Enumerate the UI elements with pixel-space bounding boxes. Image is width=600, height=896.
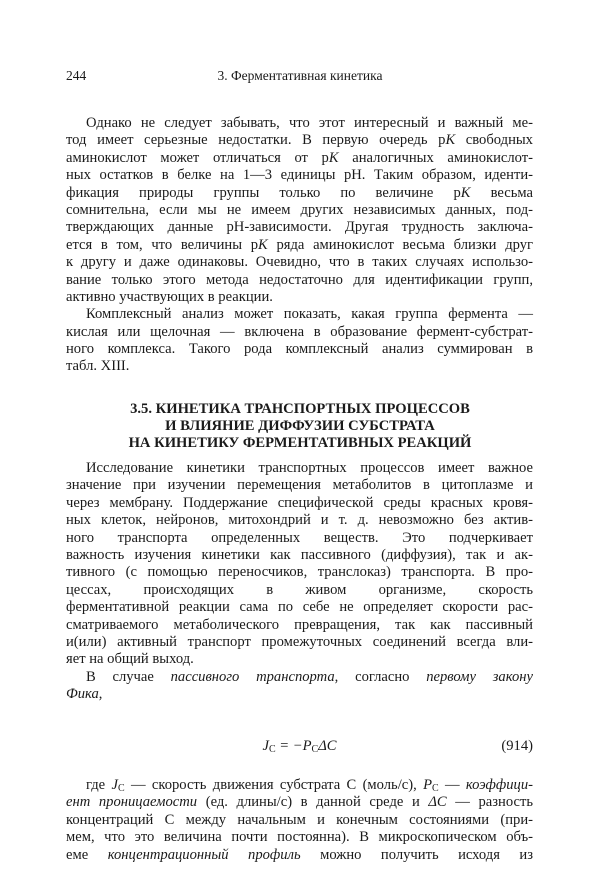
text-segment: к другу и даже одинаковы. Очевидно, что в таких случаях использо- <box>66 254 533 271</box>
text-line <box>66 564 533 581</box>
text-segment: тивного (с помощью переносчиков, транслоказ) транспорта. В про- <box>66 564 533 581</box>
text-segment: — скорость движения субстрата С (моль/с), <box>124 777 424 793</box>
text-segment: тод имеет серьезные недостатки. В первую очередь р <box>66 132 446 149</box>
eq-subscript: C <box>268 744 276 755</box>
text-segment: Однако не следует забывать, что этот интересный и важный ме- <box>86 115 533 131</box>
text-segment: В случае <box>86 668 171 685</box>
eq-term: ΔC <box>318 738 337 754</box>
text-line <box>66 132 533 149</box>
text-segment: — <box>438 777 466 793</box>
section-heading-line: НА КИНЕТИКУ ФЕРМЕНТАТИВНЫХ РЕАКЦИЙ <box>128 435 472 452</box>
text-segment: важность изучения кинетики как пассивного (диффузия), так и ак- <box>66 546 533 563</box>
text-line <box>66 202 533 219</box>
text-line <box>66 617 533 634</box>
text-segment: яет на общий выход. <box>66 651 194 668</box>
text-segment: ряда аминокислот весьма близки друг <box>267 236 534 253</box>
text-line <box>66 651 533 668</box>
text-segment: K <box>460 184 471 201</box>
text-segment: K <box>258 236 268 253</box>
text-before-heading <box>66 115 533 376</box>
text-line <box>66 477 533 494</box>
running-title: 3. Ферментативная кинетика <box>217 68 383 83</box>
text-line <box>66 634 533 651</box>
text-line <box>66 547 533 564</box>
text-segment: C <box>117 783 125 794</box>
text-segment: ΔC <box>428 794 447 811</box>
text-segment: Комплексный анализ может показать, какая группа фермента — <box>86 306 533 323</box>
text-segment: ных клеток, нейронов, митохондрий и т. д. невозможно без актив- <box>66 512 533 529</box>
text-line <box>66 254 533 271</box>
eq-term: J <box>262 738 269 754</box>
eq-subscript: C <box>311 744 319 755</box>
text-line <box>66 460 533 477</box>
section-heading-line: 3.5. КИНЕТИКА ТРАНСПОРТНЫХ ПРОЦЕССОВ <box>130 401 470 417</box>
text-line <box>66 812 533 829</box>
text-segment: весьма <box>470 184 533 201</box>
text-segment: , согласно <box>334 668 427 685</box>
text-segment: сматриваемого метаболического превращения, так как пассивный <box>66 616 533 633</box>
text-segment: цессах, происходящих в живом организме, скорость <box>66 581 533 598</box>
text-line <box>66 794 533 811</box>
text-line <box>66 150 533 167</box>
text-line <box>66 358 533 375</box>
text-line <box>66 219 533 236</box>
page-number: 244 <box>66 68 87 83</box>
text-segment: C <box>432 783 439 794</box>
text-line <box>66 530 533 547</box>
text-segment: ферментативной реакции сама по себе не определяет скорости рас- <box>66 599 533 616</box>
text-segment: (ед. длины/с) в данной среде и <box>197 794 429 811</box>
text-segment: свободных <box>455 132 533 149</box>
eq-term: = −P <box>275 738 312 754</box>
text-segment: табл. XIII. <box>66 358 130 375</box>
text-line <box>66 167 533 184</box>
text-segment: ного транспорта определенных веществ. Это подчеркивает <box>66 529 533 546</box>
text-line <box>66 777 533 794</box>
text-segment: коэффици- <box>465 777 533 793</box>
text-segment: кислая или щелочная — включена в образование фермент-субстрат- <box>66 323 533 340</box>
text-line <box>66 306 533 323</box>
text-line <box>66 599 533 616</box>
section-heading-line: И ВЛИЯНИЕ ДИФФУЗИИ СУБСТРАТА <box>165 418 435 435</box>
text-segment: фикация природы группы только по величине р <box>66 184 461 201</box>
text-segment: Исследование кинетики транспортных процессов имеет важное <box>86 460 533 476</box>
text-segment: P <box>423 777 432 793</box>
text-line <box>66 289 533 306</box>
text-segment: через мембрану. Поддержание специфической среды красных кровя- <box>66 494 533 511</box>
equation-formula <box>66 738 533 755</box>
text-segment: Фика <box>66 686 99 703</box>
text-segment: , <box>98 686 103 703</box>
text-segment: ется в том, что величины р <box>66 236 259 253</box>
text-segment: и(или) активный транспорт промежуточных соединений всегда вли- <box>66 633 533 650</box>
text-line <box>66 115 533 132</box>
section-heading <box>0 401 600 453</box>
text-line <box>66 272 533 289</box>
text-segment: концентраций С между начальным и конечным состояниями (при- <box>66 811 533 828</box>
text-segment: где <box>86 777 112 793</box>
text-line <box>66 669 533 686</box>
text-line <box>66 847 533 864</box>
equation-number: (914) <box>501 738 533 754</box>
text-segment: активно участвующих в реакции. <box>66 288 273 305</box>
text-segment: можно получить исходя из <box>300 846 533 863</box>
text-segment: концентрационный профиль <box>107 846 301 863</box>
text-segment: пассивного транспорта <box>170 668 335 685</box>
text-line <box>66 512 533 529</box>
text-line <box>66 185 533 202</box>
text-line <box>66 237 533 254</box>
text-segment: аналогичных аминокислот- <box>338 149 534 166</box>
text-segment: еме <box>66 846 108 863</box>
text-segment: мем, что это величина почти постоянна). В микроскопическом объ- <box>66 829 533 846</box>
text-segment: первому закону <box>426 668 534 685</box>
text-segment: тверждающих данные рН-зависимости. Другая трудность заключа- <box>66 219 533 236</box>
text-line <box>66 582 533 599</box>
text-segment: аминокислот может отличаться от р <box>66 149 329 166</box>
text-line <box>66 829 533 846</box>
text-segment: ного комплекса. Такого рода комплексный анализ суммирован в <box>66 341 533 358</box>
text-segment: K <box>445 132 456 149</box>
text-segment: вание только этого метода недостаточно для идентификации групп, <box>66 271 533 288</box>
text-line <box>66 341 533 358</box>
text-segment: ных остатков в белке на 1—3 единицы рН. Таким образом, иденти- <box>66 167 533 184</box>
text-segment: K <box>328 149 339 166</box>
text-after-heading <box>66 460 533 703</box>
text-line <box>66 324 533 341</box>
text-segment: J <box>111 777 118 793</box>
text-segment: — разность <box>446 794 533 811</box>
text-final <box>66 777 533 864</box>
text-line <box>66 495 533 512</box>
text-line <box>66 686 533 703</box>
text-segment: ент проницаемости <box>66 794 198 811</box>
text-segment: значение при изучении перемещения метаболитов в цитоплазме и <box>66 477 533 494</box>
text-segment: сомнительна, если мы не имеем других независимых данных, под- <box>66 201 533 218</box>
